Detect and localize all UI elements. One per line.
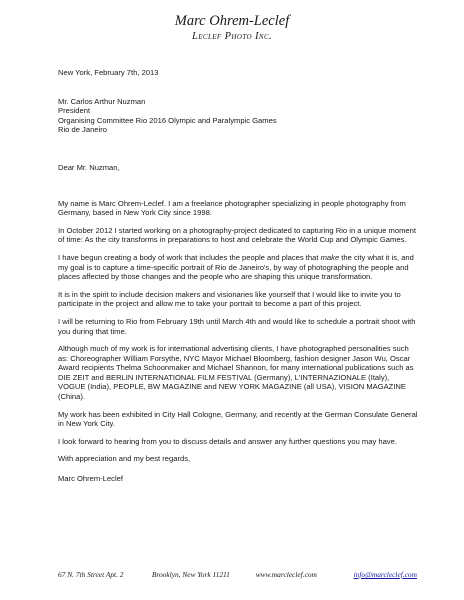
paragraph-invitation: It is in the spirit to include decision makers and visionaries like yourself that I would like to invite you to participate in the project and allow me to take your portrait to become a part of this project. [58,289,401,309]
salutation: Dear Mr. Nuzman, [58,162,120,172]
paragraph-introduction: My name is Marc Ohrem-Leclef. I am a freelance photographer specializing in people photography from Germany, based in New York City since 1998. [58,198,406,218]
letterhead [0,13,464,43]
paragraph-schedule: I will be returning to Rio from February 19th until March 4th and would like to schedule a portrait shoot with you during that time. [58,316,416,336]
footer-email-link[interactable]: info@marcleclef.com [353,570,417,579]
letter-body [58,68,418,484]
paragraph-exhibitions: My work has been exhibited in City Hall Cologne, Germany, and recently at the German Consulate General in New York City. [58,409,418,429]
recipient-name: Mr. Carlos Arthur Nuzman [58,96,146,106]
closing-line: With appreciation and my best regards, [58,454,191,464]
signature-name: Marc Ohrem-Leclef [58,474,123,484]
footer [58,570,418,579]
footer-address: 67 N. 7th Street Apt. 2 [58,570,124,579]
footer-website-link[interactable]: www.marcleclef.com [255,570,317,579]
recipient-organisation: Organising Committee Rio 2016 Olympic and Paralympic Games [58,115,277,125]
letterhead-company: Leclef Photo Inc. [191,31,273,42]
paragraph-clients: Although much of my work is for international advertising clients, I have photographed personalities such as: Choreographer William Forsythe, NYC Mayor Michael Bloomberg, fashion designer Jason Wu, Oscar Award recipients Thelma Schoonmaker and Michael Shannon, for many international publications such as DIE ZEIT and BERLIN INTERNATIONAL FILM FESTIVAL (Germany), L'INTERNAZIONALE (Italy), VOGUE (India), PEOPLE, BW MAGAZINE and NEW YORK MAGAZINE (all USA), VISION MAGAZINE (China). [58,344,414,402]
recipient-title: President [58,106,91,116]
letterhead-name: Marc Ohrem-Leclef [174,13,290,29]
recipient-address [58,97,418,135]
footer-city: Brooklyn, New York 11211 [151,570,230,579]
recipient-city: Rio de Janeiro [58,125,107,135]
paragraph-project: In October 2012 I started working on a photography-project dedicated to capturing Rio in a unique moment of time: As the city transforms in preparations to host and celebrate the World Cup and Olympic Games. [58,225,416,245]
paragraph-closing-remarks: I look forward to hearing from you to discuss details and answer any further questions you may have. [58,436,397,446]
paragraph-body-of-work: I have begun creating a body of work that includes the people and places that make the city what it is, and my goal is to capture a time-specific portrait of Rio de Janeiro's, by way of photographing the people and places affected by those changes and the people who are shaping this unique transformation. [58,252,414,282]
date-line: New York, February 7th, 2013 [58,68,159,77]
